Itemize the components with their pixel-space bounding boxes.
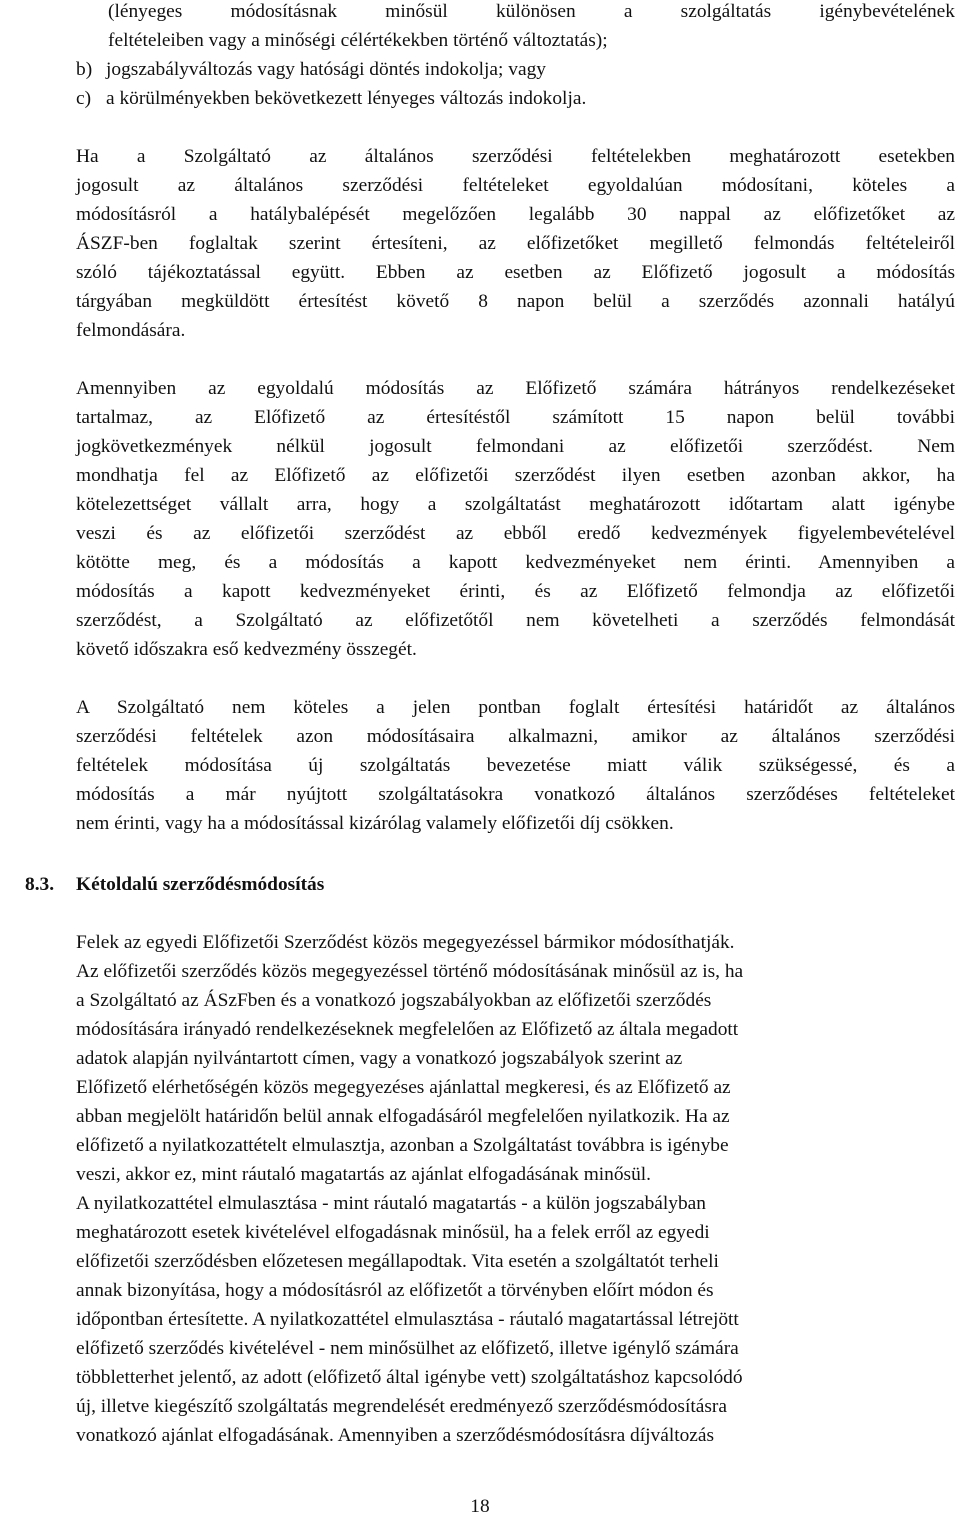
text-line: új, illetve kiegészítő szolgáltatás megrendelését eredményező szerződésmódosításra [76,1396,727,1417]
section-number: 8.3. [25,874,55,895]
text-line: feltételek módosítása új szolgáltatás bevezetése miatt válik szükségessé, és a [76,755,955,776]
text-line: időpontban értesítette. A nyilatkozattétel elmulasztása - ráutaló magatartással létrejött [76,1309,739,1330]
text-line: többletterhet jelentő, az adott (előfizető által igénybe vett) szolgáltatáshoz kapcsolódó [76,1367,743,1388]
section-body [76,928,955,1450]
section-heading [0,870,960,899]
text-line: jogkövetkezmények nélkül jogosult felmondani az előfizetői szerződést. Nem [76,436,955,457]
text-line: előfizető szerződés kivételével - nem minősülhet az előfizető, illetve igénylő számára [76,1338,739,1359]
text-line: tartalmaz, az Előfizető az értesítéstől számított 15 napon belül további [76,407,955,428]
text-line: adatok alapján nyilvántartott címen, vagy a vonatkozó jogszabályok szerint az [76,1048,683,1069]
text-line: szerződési feltételek azon módosításaira alkalmazni, amikor az általános szerződési [76,726,955,747]
list-items [76,55,955,113]
text-line: (lényeges módosításnak minősül különösen a szolgáltatás igénybevételének [108,1,955,22]
text-line: jogosult az általános szerződési feltételeket egyoldalúan módosítani, köteles a [76,175,955,196]
text-line: a Szolgáltató az ÁSzFben és a vonatkozó jogszabályokban az előfizetői szerződés [76,990,712,1011]
text-line: Amennyiben az egyoldalú módosítás az Előfizető számára hátrányos rendelkezéseket [76,378,955,399]
list-continuation-text [108,0,955,55]
text-line: Előfizető elérhetőségén közös megegyezéses ajánlattal megkeresi, és az Előfizető az [76,1077,731,1098]
paragraph-unilateral-modification [76,142,955,345]
text-line: szerződést, a Szolgáltató az előfizetőtől nem követelheti a szerződés felmondását [76,610,955,631]
text-line: kötötte meg, és a módosítás a kapott kedvezményeket nem érinti. Amennyiben a [76,552,955,573]
section-title: Kétoldalú szerződésmódosítás [76,874,325,895]
list-item [76,84,955,113]
page-number: 18 [470,1496,490,1517]
text-line: szóló tájékoztatással együtt. Ebben az esetben az Előfizető jogosult a módosítás [76,262,955,283]
text-line: módosítás a kapott kedvezményeket érinti, és az Előfizető felmondja az előfizetői [76,581,955,602]
text-line: Ha a Szolgáltató az általános szerződési feltételekben meghatározott esetekben [76,146,955,167]
text-line: tárgyában megküldött értesítést követő 8 napon belül a szerződés azonnali hatályú [76,291,955,312]
text-line: veszi és az előfizetői szerződést az ebből eredő kedvezmények figyelembevételével [76,523,955,544]
text-line: meghatározott esetek kivételével elfogadásnak minősül, ha a felek erről az egyedi [76,1222,710,1243]
text-line: kötelezettséget vállalt arra, hogy a szolgáltatást meghatározott időtartam alatt igénybe [76,494,955,515]
text-line: vonatkozó ajánlat elfogadásának. Amennyiben a szerződésmódosításra díjváltozás [76,1425,715,1446]
text-line: felmondására. [76,320,186,341]
text-line: Az előfizetői szerződés közös megegyezéssel történő módosításának minősül az is, ha [76,961,744,982]
text-line: A Szolgáltató nem köteles a jelen pontban foglalt értesítési határidőt az általános [76,697,955,718]
list-item-text: jogszabályváltozás vagy hatósági döntés indokolja; vagy [106,59,546,80]
text-line: A nyilatkozattétel elmulasztása - mint ráutaló magatartás - a külön jogszabályban [76,1193,706,1214]
text-line: veszi, akkor ez, mint ráutaló magatartás az ajánlat elfogadásának minősül. [76,1164,652,1185]
paragraph-disadvantageous-modification [76,374,955,664]
text-line: annak bizonyítása, hogy a módosításról az előfizetőt a törvényben előírt módon és [76,1280,714,1301]
text-line: mondhatja fel az Előfizető az előfizetői szerződést ilyen esetben azonban akkor, ha [76,465,955,486]
text-line: feltételeiben vagy a minőségi célértékekben történő változtatás); [108,30,608,51]
list-item [76,55,955,84]
text-line: ÁSZF-ben foglaltak szerint értesíteni, az előfizetőket megillető felmondás feltételeiről [76,233,955,254]
text-line: előfizető a nyilatkozattételt elmulasztja, azonban a Szolgáltatást továbbra is igénybe [76,1135,729,1156]
list-marker: c) [76,88,92,109]
list-marker: b) [76,59,93,80]
text-line: módosításról a hatálybalépését megelőzően legalább 30 nappal az előfizetőket az [76,204,955,225]
text-line: abban megjelölt határidőn belül annak elfogadásáról megfelelően nyilatkozik. Ha az [76,1106,730,1127]
text-line: Felek az egyedi Előfizetői Szerződést közös megegyezéssel bármikor módosíthatják. [76,932,735,953]
text-line: nem érinti, vagy ha a módosítással kizárólag valamely előfizetői díj csökken. [76,813,674,834]
text-line: módosítására irányadó rendelkezéseknek megfelelően az Előfizető az általa megadott [76,1019,739,1040]
list-item-text: a körülményekben bekövetkezett lényeges változás indokolja. [106,88,587,109]
paragraph-notice-exemption [76,693,955,838]
text-line: módosítás a már nyújtott szolgáltatásokra vonatkozó általános szerződéses feltételeket [76,784,955,805]
text-line: előfizetői szerződésben előzetesen megállapodtak. Vita esetén a szolgáltatót terheli [76,1251,719,1272]
text-line: követő időszakra eső kedvezmény összegét. [76,639,417,660]
